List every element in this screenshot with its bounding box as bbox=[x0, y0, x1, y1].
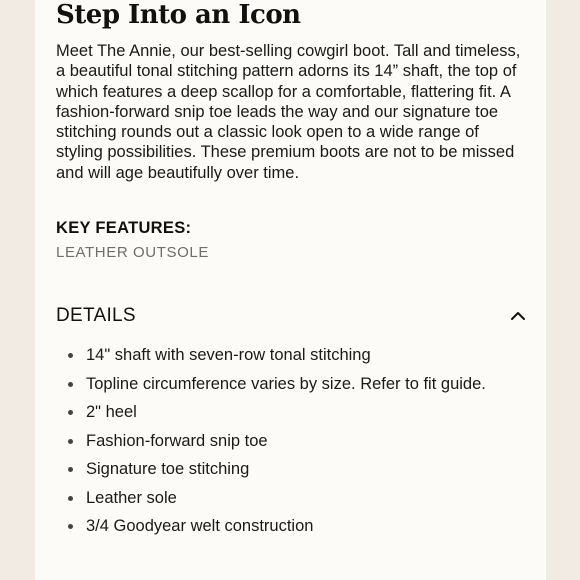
list-item-text: 3/4 Goodyear welt construction bbox=[86, 517, 314, 536]
bullet-icon bbox=[68, 410, 73, 415]
bullet-icon bbox=[68, 496, 73, 501]
details-accordion-toggle[interactable] bbox=[56, 303, 526, 329]
section-title: Step Into an Icon bbox=[56, 0, 301, 30]
list-item bbox=[56, 374, 486, 395]
bullet-icon bbox=[68, 467, 73, 472]
list-item bbox=[56, 516, 486, 537]
details-label: DETAILS bbox=[56, 305, 136, 327]
list-item-text: 14" shaft with seven-row tonal stitching bbox=[86, 346, 371, 365]
bullet-icon bbox=[68, 439, 73, 444]
list-item-text: 2" heel bbox=[86, 403, 137, 422]
bullet-icon bbox=[68, 353, 73, 358]
product-info-panel bbox=[35, 0, 546, 580]
bullet-icon bbox=[68, 524, 73, 529]
bullet-icon bbox=[68, 382, 73, 387]
list-item-text: Leather sole bbox=[86, 488, 177, 507]
key-features-value: LEATHER OUTSOLE bbox=[56, 244, 209, 262]
list-item bbox=[56, 431, 486, 452]
list-item bbox=[56, 402, 486, 423]
list-item-text: Topline circumference varies by size. Refer to fit guide. bbox=[86, 374, 486, 393]
chevron-up-icon[interactable] bbox=[510, 308, 526, 324]
list-item bbox=[56, 345, 486, 366]
details-list bbox=[56, 345, 486, 537]
list-item-text: Fashion-forward snip toe bbox=[86, 431, 268, 450]
list-item-text: Signature toe stitching bbox=[86, 460, 250, 479]
list-item bbox=[56, 488, 486, 509]
key-features-label: KEY FEATURES: bbox=[56, 219, 192, 238]
product-description: Meet The Annie, our best-selling cowgirl boot. Tall and timeless, a beautiful tonal stitching pattern adorns its 14” shaft, the top of which features a deep scallop for a comfortable, flattering fit. A fashion-forward snip toe leads the way and our signature toe stitching rounds out a classic look open to a wide range of styling possibilities. These premium boots are not to be missed and will age beautifully over time. bbox=[56, 42, 521, 182]
list-item bbox=[56, 459, 486, 480]
